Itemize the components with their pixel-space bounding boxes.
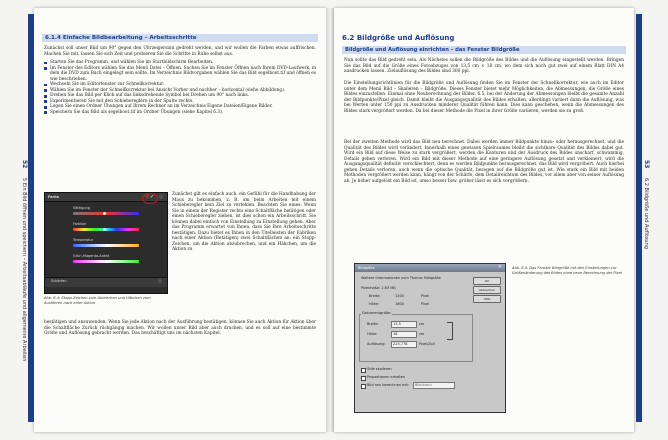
field-label: Höhe: (367, 332, 378, 336)
list-item: Wechseln Sie im Editorfenster zur Schnellkorrektur. (44, 82, 316, 88)
doc-width-value: 13,5 (393, 322, 401, 326)
sharpen-panel[interactable]: Schärfen (51, 279, 67, 283)
field-label: Breite: (367, 322, 379, 326)
field-label: Breite: (369, 294, 381, 298)
paragraph: Nun sollte das Bild gedreht sein. Als Nächstes sollen die Bildgröße des Bildes und die Auflösung eingestellt werden. Bringen Sie das Bild auf die Größe eines Fotoabzuges von 13,5 cm × 18 cm, wo dem sich noch gut zwei auf einem Blatt DIN A4 ausdrucken lassen. Zielauflösung des Bildes sind 300 ppi. (344, 58, 624, 75)
unit-select[interactable]: cm (419, 332, 425, 336)
right-side-bar (636, 14, 642, 422)
unit-label: Pixel (421, 294, 430, 298)
tint-slider[interactable] (73, 260, 139, 263)
hue-slider[interactable] (73, 228, 139, 231)
slider-label: Farbton (73, 222, 87, 226)
pixel-height-value: 1600 (395, 302, 404, 306)
page-number: 52 (21, 160, 28, 169)
ok-button[interactable]: OK (473, 277, 501, 285)
info-link[interactable]: Weitere Informationen zum Thema: Bildgröße (361, 276, 441, 280)
color-panel-screenshot (44, 192, 168, 294)
list-item: Starten Sie das Programm, und wählen Sie im Startbildschirm Bearbeiten. (44, 60, 316, 66)
resample-value: Bikubisch (415, 383, 432, 387)
chain-link-icon (447, 322, 453, 340)
unit-select[interactable]: Pixel/Zoll (419, 342, 435, 346)
field-label: Auflösung: (367, 342, 386, 346)
slider-knob[interactable] (103, 244, 106, 247)
gutter (326, 8, 334, 432)
saturation-slider[interactable] (73, 212, 139, 215)
tail-text: bestätigen und anzuwenden. Wenn Sie jede Aktion nach der Ausführung bestätigen, können Sie auch Aktion für Aktion über die Schaltfläche Zurück rückgängig machen. Wir wollen unser Bild aber auch drucken, und es soll auf eine bestimmte Größe und Auflösung gebracht werden. Das beschäftigt uns im nächsten Kapitel. (44, 320, 316, 337)
page-number: 53 (643, 160, 650, 169)
section-heading: Bildgröße und Auflösung einrichten – das Fenster Bildgröße (342, 46, 626, 54)
checkbox[interactable] (361, 368, 366, 373)
left-page (34, 8, 326, 432)
slider-knob[interactable] (103, 212, 106, 215)
unit-label: Pixel (421, 302, 430, 306)
slider-knob[interactable] (103, 228, 106, 231)
slider-label: Temperatur (73, 238, 94, 242)
list-item: Speichern Sie das Bild als segelboot.tif im Ordner Übungen (siehe Kapitel 6.3). (44, 110, 316, 116)
help-button[interactable]: Hilfe (473, 295, 501, 303)
doc-height-value: 18 (393, 332, 398, 336)
chapter-heading: 6.2 Bildgröße und Auflösung (342, 34, 455, 42)
right-page (334, 8, 634, 432)
checkbox-label: Stile skalieren (367, 367, 392, 371)
field-label: Höhe: (369, 302, 380, 306)
section-heading: 6.1.4 Einfache Bildbearbeitung – Arbeitsschritte (42, 34, 318, 42)
cancel-button[interactable]: Abbrechen (473, 286, 501, 294)
figure-caption: Abb. 6.4: Stopp-Zeichen zum Abbrechen und Häkchen zum Ausführen nach einer Aktion (44, 296, 151, 305)
list-item: Experimentieren Sie mit den Schiebereglern in der Spalte rechts. (44, 99, 316, 105)
steps-list (44, 60, 316, 115)
intro-text: Zunächst soll unser Bild um 90° gegen den Uhrzeigersinn gedreht werden, und wir wollen die Farben etwas auffrischen. Machen Sie mit, lassen Sie sich Zeit und probieren Sie die Schritte in Ruhe selbst aus. (44, 46, 316, 57)
info-icon: ⓘ (159, 194, 163, 199)
info-icon: ⓘ (158, 278, 162, 283)
figure-caption: Abb. 6.5: Das Fenster Bildgröße mit den Einstellungen zur Größenänderung des Bildes ohne neue Berechnung der Pixel (512, 266, 622, 275)
dialog-title: Bildgröße (358, 266, 375, 270)
pixel-section-label: Pixelmaße: 1,63 MB (361, 286, 396, 290)
doc-section-label: Dokumentgröße: (362, 311, 392, 315)
paragraph: Bei der zweiten Methode wird das Bild neu berechnet. Dabei werden immer Bildpunkte hinzu- oder herausgerechnet, und die Qualität des Bildes wird verändert. Innerhalb eines gewissen Spielraumes bleibt die sichtbare Qualität des Bildes dabei gut. Wird ein Bild auf diese Weise zu stark vergrößert, werden die Konturen und der Ausdruck des Bildes unscharf, schwammig, Details gehen verloren. Wird ein Bild mit dieser Methode auf eine geringere Auflösung gesetzt und verkleinert, wird die Ausgangsqualität definitiv verschlechtert, denn es werden Bildpunkte herausgerechnet, das Bild wird vergröbert. Auch hierbei gehen Details verloren, auch wenn die optische Qualität, bezogen auf die Bildgröße gut ist. Wie stark ein Bild mit beiden Methoden vergrößert werden kann, hängt von der Schärfe, dem Detailreichtum des Bildes, vor allem aber von seiner Auflösung ab. Je höher aufgelöst ein Bild ist, umso besser bzw. größer lässt es sich vergrößern. (344, 140, 624, 184)
slider-label: Grün-Magenta-Anteil (73, 254, 110, 258)
temperature-slider[interactable] (73, 244, 139, 247)
running-head: 5 Ein Bild öffnen und speichern – Arbeitsabläufe und allgemeine Arbeiten (21, 178, 27, 362)
checkbox[interactable] (361, 376, 366, 381)
unit-select[interactable]: cm (419, 322, 425, 326)
image-size-dialog (354, 263, 506, 413)
checkbox-label: Proportionen erhalten (367, 375, 406, 379)
left-side-bar (28, 14, 34, 422)
beside-text: Zunächst gilt es einfach auch, ein Gefühl für die Handhabung der Maus zu bekommen, z. B. um beim Arbeiten mit einem Schieberegler kein Ziel zu verfehlen. Beachten Sie eines: Wenn Sie in einem der Register rechts eine Schaltfläche betätigen oder einen Schieberegler ziehen, ist dies schon ein Arbeitsschritt. Sie können dabei einfach von Einstellung zu Einstellung gehen. Aber das Programm erwartet von Ihnen, dass Sie Ihre Arbeitsschritte bestätigen. Dazu bietet es Ihnen in den Titelleisten der Fabriken nach einer Aktion (Betätigen) zwei Schaltflächen an: ein Stopp-Zeichen, um die Aktion abzubrechen, und ein Häkchen, um die Aktion zu (172, 192, 316, 253)
checkbox[interactable] (361, 384, 366, 389)
checkbox-label: Bild neu berechnen mit: (367, 383, 410, 387)
close-icon[interactable]: ✕ (498, 265, 502, 270)
cancel-icon: ⊘ (145, 193, 150, 200)
checkmark-icon: ✔ (150, 193, 155, 200)
panel-title: Farbe (48, 195, 60, 199)
paragraph: Die Einstellungsrichtlinien für die Bildgröße und Auflösung finden Sie im Fenster der Schnellkorrektur, wie auch im Editor unter dem Menü Bild – Skalieren – Bildgröße. Dieses Fenster bietet mehr Möglichkeiten, die Abmessungen, die Größe eines Bildes einzustellen. Einmal ohne Neuberechnung der Bilder. 6.5, bei der Änderung der Abmessungen bleibt die gesamte Anzahl der Bildpunkte/Pixel gleich. Damit bleibt die Ausgangsqualität des Bildes erhalten, allerdings variiert dann die Auflösung, was bei Werten unter 150 ppi zu Ausdrucken minderer Qualität führen kann. Dies kann geschehen, wenn die Abmessungen des Bildes stark vergrößert werden. Da bei dieser Methode die Pixel in ihrer Größe variieren, werden sie zu groß. (344, 81, 624, 114)
pixel-width-value: 1200 (395, 294, 404, 298)
resolution-value: 225,778 (393, 342, 408, 346)
list-item: Drehen Sie das Bild per Klick auf das linksdrehende Symbol bei Drehen um 90° nach links. (44, 93, 316, 99)
list-item: Wählen Sie im Fenster der Schnellkorrektur bei Ansicht Vorher und nachher – horizontal (siehe Abbildung). (44, 88, 316, 94)
running-head: 6.2 Bildgröße und Auflösung (643, 178, 649, 249)
slider-label: Sättigung (73, 206, 90, 210)
slider-knob[interactable] (103, 260, 106, 263)
list-item: Im Fenster des Editors wählen Sie das Menü Datei – Öffnen. Suchen Sie im Fenster Öffnen nach Ihrem DVD-Laufwerk, in dem die DVD zum Buch eingelegt sein sollte. Im Verzeichnis Bildvorgaben wählen Sie das Bild segelboot.tif und öffnen es wie beschrieben. (44, 66, 316, 83)
list-item: Legen Sie einen Ordner Übungen auf Ihrem Rechner an im Verzeichnis Eigene Dateien/Eigene Bilder. (44, 104, 316, 110)
